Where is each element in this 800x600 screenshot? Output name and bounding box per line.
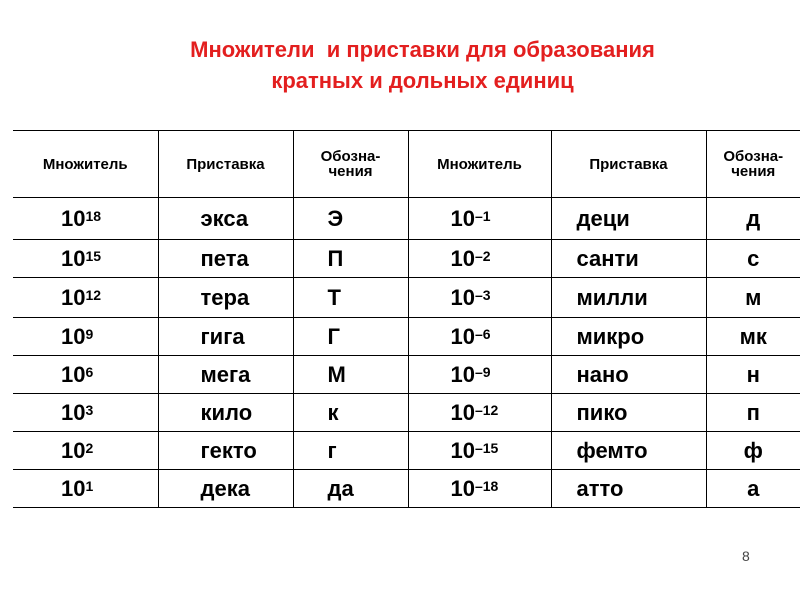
multiplier-base: 10 — [61, 361, 86, 387]
title-line-1: Множители и приставки для образования — [190, 37, 655, 62]
table-row — [13, 278, 800, 318]
multiplier-small-cell — [408, 198, 551, 240]
multiplier-exponent: –2 — [474, 247, 491, 264]
multiplier-base: 10 — [450, 361, 475, 387]
multiplier-exponent: 18 — [85, 207, 102, 224]
multiplier-small-cell — [408, 278, 551, 318]
multiplier-small-cell — [408, 470, 551, 508]
prefix-small-cell: пико — [551, 394, 706, 432]
multiplier-base: 10 — [61, 475, 86, 501]
multiplier-exponent: 2 — [85, 439, 94, 456]
multiplier-exponent: –6 — [474, 325, 491, 342]
table-row — [13, 198, 800, 240]
symbol-large-cell: к — [293, 394, 408, 432]
table-row — [13, 470, 800, 508]
multiplier-base: 10 — [61, 437, 86, 463]
multiplier-exponent: 15 — [85, 247, 102, 264]
table-header-row — [13, 131, 800, 198]
multiplier-base: 10 — [61, 323, 86, 349]
prefix-large-cell: гекто — [158, 432, 293, 470]
prefix-large-cell: кило — [158, 394, 293, 432]
multiplier-base: 10 — [450, 205, 475, 231]
multiplier-exponent: –3 — [474, 286, 491, 303]
symbol-large-cell: Э — [293, 198, 408, 240]
multiplier-exponent: –18 — [474, 477, 499, 494]
header-prefix-1: Приставка — [158, 131, 293, 198]
multiplier-base: 10 — [450, 475, 475, 501]
multiplier-base: 10 — [61, 284, 86, 310]
prefix-large-cell: гига — [158, 318, 293, 356]
prefix-small-cell: санти — [551, 240, 706, 278]
header-multiplier-1: Множитель — [13, 131, 158, 198]
slide-title — [0, 34, 800, 96]
header-prefix-2: Приставка — [551, 131, 706, 198]
prefix-small-cell: атто — [551, 470, 706, 508]
title-line-2: кратных и дольных единиц — [271, 68, 574, 93]
multiplier-exponent: 3 — [85, 401, 94, 418]
table-row — [13, 318, 800, 356]
prefix-large-cell: дека — [158, 470, 293, 508]
multiplier-large-cell — [13, 240, 158, 278]
prefix-small-cell: фемто — [551, 432, 706, 470]
multiplier-large-cell — [13, 432, 158, 470]
multiplier-exponent: 6 — [85, 363, 94, 380]
multiplier-base: 10 — [61, 399, 86, 425]
symbol-small-cell: д — [706, 198, 800, 240]
symbol-large-cell: г — [293, 432, 408, 470]
table-row — [13, 356, 800, 394]
symbol-small-cell: н — [706, 356, 800, 394]
prefix-large-cell: экса — [158, 198, 293, 240]
multiplier-small-cell — [408, 356, 551, 394]
multiplier-small-cell — [408, 318, 551, 356]
multiplier-large-cell — [13, 356, 158, 394]
prefix-large-cell: мега — [158, 356, 293, 394]
multiplier-exponent: –9 — [474, 363, 491, 380]
symbol-small-cell: п — [706, 394, 800, 432]
multiplier-small-cell — [408, 394, 551, 432]
prefix-large-cell: пета — [158, 240, 293, 278]
multiplier-small-cell — [408, 240, 551, 278]
multiplier-base: 10 — [61, 245, 86, 271]
multiplier-base: 10 — [61, 205, 86, 231]
multiplier-exponent: 12 — [85, 286, 102, 303]
prefix-small-cell: милли — [551, 278, 706, 318]
symbol-small-cell: с — [706, 240, 800, 278]
symbol-small-cell: мк — [706, 318, 800, 356]
multiplier-large-cell — [13, 278, 158, 318]
symbol-small-cell: м — [706, 278, 800, 318]
multiplier-exponent: –12 — [474, 401, 499, 418]
symbol-large-cell: да — [293, 470, 408, 508]
symbol-small-cell: ф — [706, 432, 800, 470]
multiplier-base: 10 — [450, 284, 475, 310]
multiplier-exponent: –1 — [474, 207, 491, 224]
multiplier-base: 10 — [450, 323, 475, 349]
symbol-large-cell: Г — [293, 318, 408, 356]
prefix-small-cell: деци — [551, 198, 706, 240]
symbol-large-cell: П — [293, 240, 408, 278]
multiplier-exponent: 9 — [85, 325, 94, 342]
header-multiplier-2: Множитель — [408, 131, 551, 198]
multiplier-base: 10 — [450, 245, 475, 271]
page-number: 8 — [742, 548, 750, 564]
prefix-small-cell: микро — [551, 318, 706, 356]
multiplier-large-cell — [13, 394, 158, 432]
symbol-large-cell: М — [293, 356, 408, 394]
header-symbol-2: Обозна- чения — [706, 131, 800, 198]
multiplier-exponent: 1 — [85, 477, 94, 494]
table-row — [13, 394, 800, 432]
multiplier-large-cell — [13, 198, 158, 240]
symbol-small-cell: а — [706, 470, 800, 508]
symbol-large-cell: Т — [293, 278, 408, 318]
prefix-table — [13, 130, 800, 508]
prefix-large-cell: тера — [158, 278, 293, 318]
multiplier-base: 10 — [450, 399, 475, 425]
multiplier-exponent: –15 — [474, 439, 499, 456]
multiplier-small-cell — [408, 432, 551, 470]
header-symbol-1: Обозна- чения — [293, 131, 408, 198]
prefix-small-cell: нано — [551, 356, 706, 394]
multiplier-large-cell — [13, 318, 158, 356]
multiplier-base: 10 — [450, 437, 475, 463]
table-row — [13, 240, 800, 278]
table-row — [13, 432, 800, 470]
multiplier-large-cell — [13, 470, 158, 508]
